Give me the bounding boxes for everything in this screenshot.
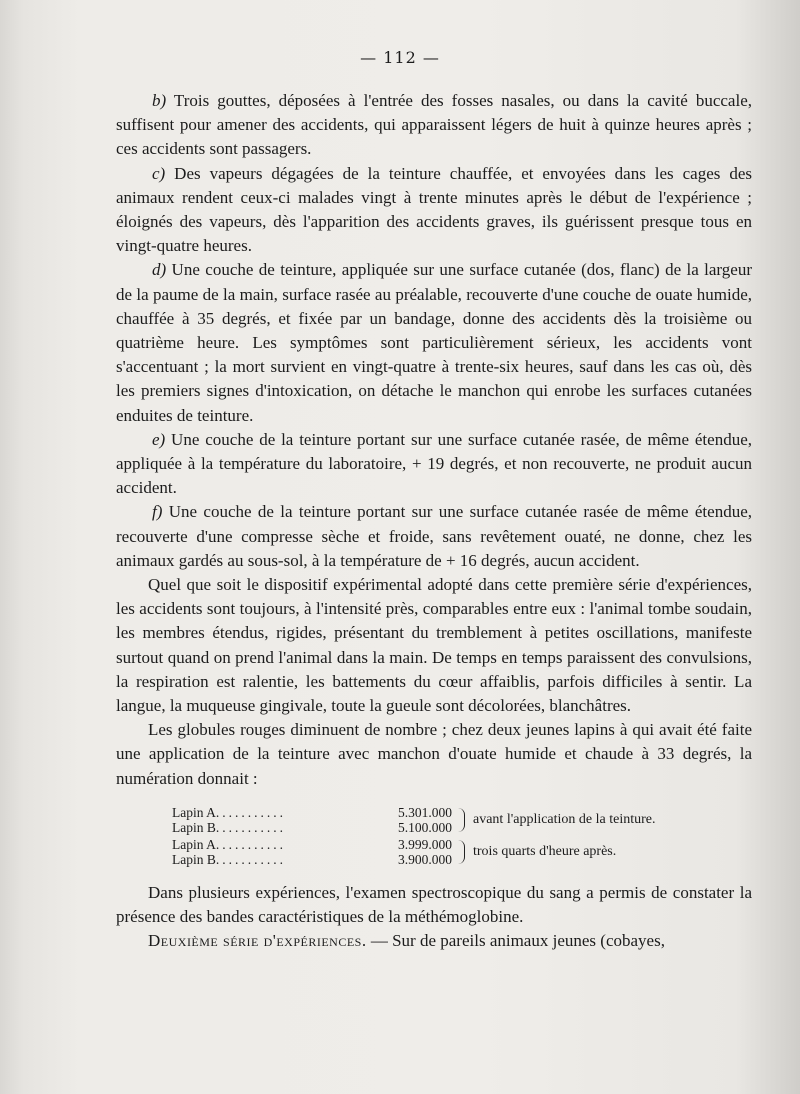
row-label: Lapin B xyxy=(172,819,216,835)
leader-dots: ........... xyxy=(215,851,286,867)
paragraph-f xyxy=(116,500,752,573)
section-heading: Deuxième série d'expériences. xyxy=(148,931,367,951)
row-value: 5.301.000 xyxy=(398,804,452,820)
table-row xyxy=(172,852,452,867)
paragraph-c xyxy=(116,162,752,259)
table-group-before xyxy=(172,805,752,835)
paragraph-e xyxy=(116,428,752,501)
paragraph-b-text: Trois gouttes, déposées à l'entrée des fosses nasales, ou dans la cavité buccale, suffisent pour amener des accidents, qui apparaissent légers de huit à quinze heures après ; ces accidents sont passagers. xyxy=(116,91,752,159)
row-label: Lapin A xyxy=(172,804,216,820)
item-letter-c: c) xyxy=(152,163,166,183)
paragraph-e-text: Une couche de la teinture portant sur une surface cutanée rasée, de même étendue, appliquée à la température du laboratoire, + 19 degrés, et non recouverte, ne produit aucun accident. xyxy=(116,429,752,498)
leader-dots: ........... xyxy=(215,819,286,835)
section-text: — Sur de pareils animaux jeunes (cobayes, xyxy=(366,931,665,951)
row-value: 3.999.000 xyxy=(398,836,452,852)
leader-dots: ........... xyxy=(215,804,286,820)
paragraph-c-text: Des vapeurs dégagées de la teinture chauffée, et envoyées dans les cages des animaux rendent ceux-ci malades vingt à trente minutes après le début de l'expérience ; éloignés des vapeurs, dès l'apparition des accidents graves, ils guérissent presque tous en vingt-quatre heures. xyxy=(116,163,752,256)
group-note: trois quarts d'heure après. xyxy=(473,844,617,860)
paragraph-d-text: Une couche de teinture, appliquée sur une surface cutanée (dos, flanc) de la largeur de la paume de la main, surface rasée au préalable, recouverte d'une couche de ouate humide, chauffée à 35 degrés, et fixée par un bandage, donne des accidents dès la troisième ou quatrième heure. Les symptômes sont particulièrement sérieux, les accidents vont s'accentuant ; la mort survient en vingt-quatre à trente-six heures, sauf dans les cas où, dès les premiers signes d'intoxication, on détache le manchon qui enrobe les surfaces cutanées enduites de teinture. xyxy=(116,260,752,425)
blood-count-table xyxy=(172,805,752,867)
item-letter-b: b) xyxy=(152,91,167,110)
row-value: 5.100.000 xyxy=(398,819,452,835)
paragraph-deuxieme-serie xyxy=(116,929,752,953)
row-label: Lapin B xyxy=(172,851,216,867)
paragraph-globules: Les globules rouges diminuent de nombre ; chez deux jeunes lapins à qui avait été faite une application de la teinture avec manchon d'ouate humide et chaude à 33 degrés, la numération donnait : xyxy=(116,720,752,788)
item-letter-f: f) xyxy=(152,502,163,522)
table-row xyxy=(172,820,452,835)
page-body xyxy=(116,89,752,954)
paragraph-d xyxy=(116,258,752,427)
brace xyxy=(458,808,465,832)
brace xyxy=(458,840,465,864)
row-value: 3.900.000 xyxy=(398,851,452,867)
item-letter-d: d) xyxy=(152,260,167,280)
page-number: — 112 — xyxy=(360,48,440,67)
paragraph-b xyxy=(116,89,752,162)
table-row xyxy=(172,837,452,852)
group-note: avant l'application de la teinture. xyxy=(473,812,656,828)
item-letter-e: e) xyxy=(152,429,166,449)
leader-dots: ........... xyxy=(215,836,286,852)
paragraph-f-text: Une couche de la teinture portant sur une surface cutanée rasée de même étendue, recouverte d'une compresse sèche et froide, sans revêtement ouaté, ne donne, chez les animaux gardés au sous-sol, à la température de + 16 degrés, aucun accident. xyxy=(116,502,752,570)
paragraph-spectroscopique: Dans plusieurs expériences, l'examen spectroscopique du sang a permis de constater la présence des bandes caractéristiques de la méthémoglobine. xyxy=(116,882,752,927)
table-group-after xyxy=(172,837,752,867)
paragraph-quel-que-soit: Quel que soit le dispositif expérimental adopté dans cette première série d'expériences, les accidents sont toujours, à l'intensité près, comparables entre eux : l'animal tombe soudain, les membres étendus, rigides, présentant du tremblement à petites oscillations, manifeste surtout quand on prend l'animal dans la main. De temps en temps paraissent des convulsions, la respiration est ralentie, les battements du cœur affaiblis, parfois difficiles à sentir. La langue, la muqueuse gingivale, toute la gueule sont décolorées, blanchâtres. xyxy=(116,575,752,716)
table-row xyxy=(172,805,452,820)
row-label: Lapin A xyxy=(172,836,216,852)
